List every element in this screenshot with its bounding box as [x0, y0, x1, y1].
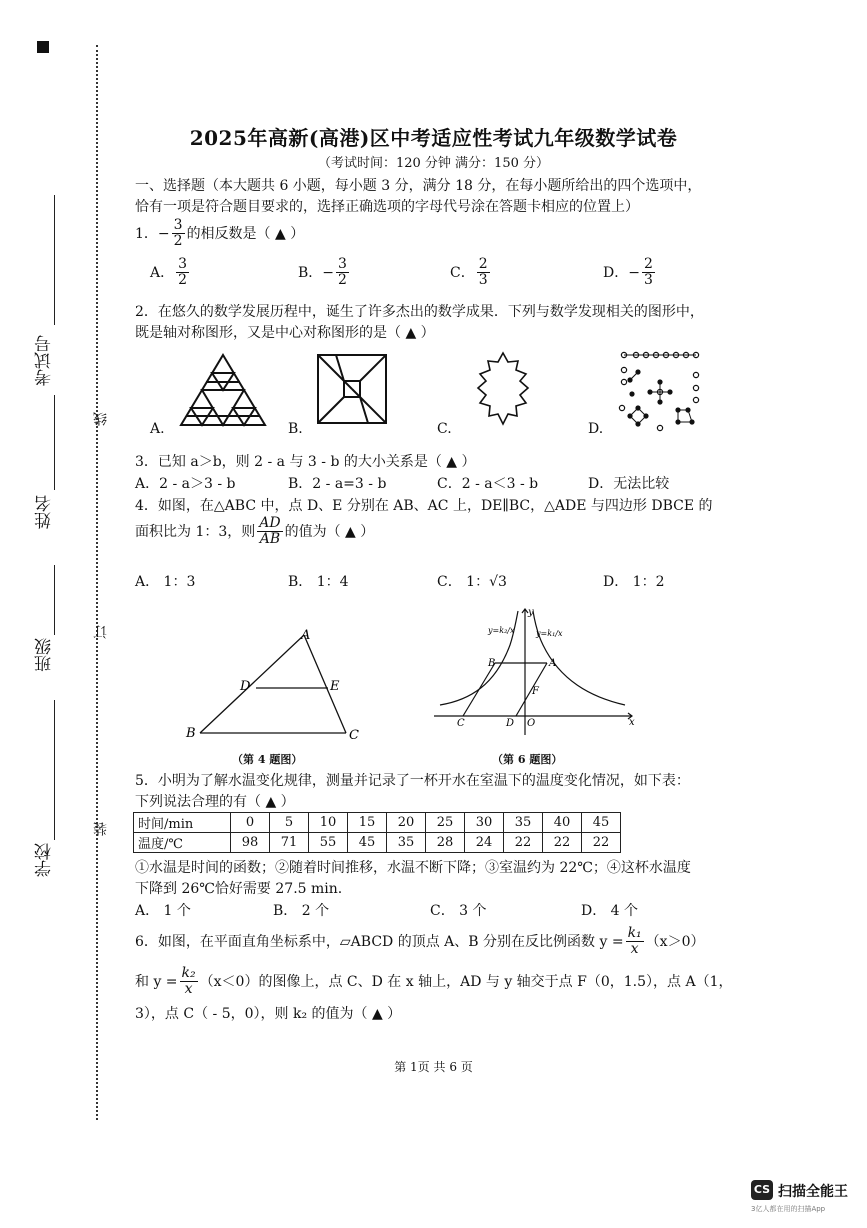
q6-line1-post: （x＞0） [645, 933, 705, 950]
q4-frac-num: AD [259, 515, 281, 531]
q6-k2-num: k₂ [181, 965, 196, 981]
q2-option-a[interactable]: A. [150, 421, 165, 437]
q1-stem [135, 218, 304, 250]
q1-option-d[interactable]: D．− $\frac{2}{3}$ [603, 256, 653, 289]
table-cell: 40 [543, 813, 582, 833]
section1-line1: 一、选择题（本大题共 6 小题，每小题 3 分，满分 18 分，在每小题所给出的四个选项中， [135, 178, 702, 194]
q4-line1: 4．如图，在△ABC 中，点 D、E 分别在 AB、AC 上，DE∥BC，△ADE 与四边形 DBCE 的 [135, 498, 713, 514]
fig6-right-function: y=k₁/x [536, 629, 563, 638]
exam-no-label: 考试号 [35, 335, 55, 386]
class-line [54, 565, 55, 635]
table-cell: 45 [348, 833, 387, 853]
q4-fraction [257, 516, 282, 548]
q4-line2-pre: 面积比为 1：3，则 [135, 523, 256, 540]
fig4-label-c: C [349, 728, 359, 743]
figure-4-triangle [180, 625, 370, 745]
table-cell: 30 [465, 813, 504, 833]
q4-line2 [135, 516, 374, 548]
q6-k1-fraction [626, 926, 644, 958]
table-cell: 98 [231, 833, 270, 853]
table-cell: 22 [582, 833, 621, 853]
fig6-label-d: D [506, 718, 515, 729]
binding-dotted-line [96, 45, 98, 1120]
school-line [54, 700, 55, 840]
table-row-time [134, 813, 621, 833]
table-cell: 20 [387, 813, 426, 833]
binding-char-order: 订 [93, 625, 109, 639]
q2-figure-d-dots [616, 350, 704, 432]
table-cell: 22 [543, 833, 582, 853]
q1-option-b[interactable]: B．− $\frac{3}{2}$ [298, 256, 347, 289]
q4-option-c[interactable]: C． 1：√3 [437, 574, 507, 590]
q5-option-b[interactable]: B． 2 个 [273, 903, 330, 919]
fig4-label-d: D [240, 679, 251, 694]
fig6-caption: （第 6 题图） [492, 753, 563, 766]
fig6-label-o: O [527, 718, 536, 729]
fig6-label-a: A [549, 658, 557, 669]
class-label: 班级 [35, 638, 55, 672]
q6-k1-num: k₁ [627, 925, 642, 941]
q5-line2: 下列说法合理的有（ ▲ ） [135, 794, 295, 810]
q6-line2-post: （x＜0）的图像上，点 C、D 在 x 轴上，AD 与 y 轴交于点 F（0，1.5），点 A（1， [199, 973, 733, 990]
q5-option-c[interactable]: C． 3 个 [430, 903, 487, 919]
q2-figure-b-square [316, 353, 388, 425]
q3-option-c[interactable]: C．2 - a＜3 - b [437, 476, 539, 492]
q6-k2-den: x [184, 981, 193, 998]
table-cell: 35 [504, 813, 543, 833]
table-cell: 28 [426, 833, 465, 853]
q6-line3: 3），点 C（ - 5，0），则 k₂ 的值为（ ▲ ） [135, 1006, 402, 1022]
table-cell: 15 [348, 813, 387, 833]
q1-option-c[interactable]: C． $\frac{2}{3}$ [450, 256, 488, 289]
q5-option-d[interactable]: D． 4 个 [581, 903, 639, 919]
table-cell: 5 [270, 813, 309, 833]
q5-line1: 5．小明为了解水温变化规律，测量并记录了一杯开水在室温下的温度变化情况，如下表： [135, 773, 690, 789]
q1-fraction [172, 218, 185, 250]
table-cell: 22 [504, 833, 543, 853]
q5-data-table [133, 812, 621, 853]
name-label: 姓名 [35, 495, 55, 529]
q3-option-b[interactable]: B．2 - a=3 - b [288, 476, 387, 492]
fig6-axis-y: y [528, 607, 534, 618]
q1-num: 3 [173, 217, 183, 233]
q4-option-b[interactable]: B． 1：4 [288, 574, 349, 590]
table-cell: 35 [387, 833, 426, 853]
table-cell: 25 [426, 813, 465, 833]
q4-option-d[interactable]: D． 1：2 [603, 574, 665, 590]
table-cell: 45 [582, 813, 621, 833]
fig4-caption: （第 4 题图） [232, 753, 303, 766]
binding-char-line: 线 [93, 412, 109, 426]
q2-figure-c-snowflake [462, 350, 544, 430]
exam-no-line [54, 195, 55, 325]
table-cell: 24 [465, 833, 504, 853]
q5-note2: 下降到 26℃恰好需要 27.5 min. [135, 881, 343, 897]
name-line [54, 395, 55, 490]
q5-option-a[interactable]: A． 1 个 [135, 903, 191, 919]
q6-line2 [135, 966, 733, 998]
table-cell: 0 [231, 813, 270, 833]
camscanner-logo-icon: CS [751, 1180, 773, 1200]
exam-subtitle: （考试时间：120 分钟 满分：150 分） [317, 156, 550, 171]
q4-line2-post: 的值为（ ▲ ） [284, 523, 375, 540]
q1-den: 2 [173, 233, 183, 250]
q1-option-a[interactable]: A． $\frac{3}{2}$ [150, 256, 188, 289]
fig4-label-a: A [301, 628, 311, 643]
q2-line2: 既是轴对称图形，又是中心对称图形的是（ ▲ ） [135, 325, 435, 341]
figure-6-coordinate [430, 605, 640, 740]
q4-frac-den: AB [259, 531, 281, 548]
school-label: 学校 [35, 843, 55, 877]
q5-note1: ①水温是时间的函数；②随着时间推移，水温不断下降；③室温约为 22℃；④这杯水温度 [135, 860, 691, 876]
table-row-temp [134, 833, 621, 853]
q6-line2-pre: 和 y = [135, 973, 178, 990]
q2-option-b[interactable]: B. [288, 421, 303, 437]
table-cell: 10 [309, 813, 348, 833]
q3-stem: 3．已知 a＞b，则 2 - a 与 3 - b 的大小关系是（ ▲ ） [135, 454, 476, 470]
q1-suffix: 的相反数是（ ▲ ） [186, 225, 305, 242]
fig4-label-e: E [330, 679, 340, 694]
q3-option-a[interactable]: A．2 - a＞3 - b [135, 476, 236, 492]
q3-option-d[interactable]: D．无法比较 [588, 476, 670, 492]
q6-k2-fraction [180, 966, 198, 998]
q2-option-d[interactable]: D. [588, 421, 604, 437]
q4-option-a[interactable]: A． 1：3 [135, 574, 196, 590]
fig6-left-function: y=k₂/x [488, 626, 515, 635]
page-footer: 第 1页 共 6 页 [394, 1060, 473, 1074]
q2-option-c[interactable]: C. [437, 421, 452, 437]
watermark-name: 扫描全能王 [778, 1184, 848, 1200]
fig6-label-c: C [457, 718, 465, 729]
q1-prefix: 1．− [135, 225, 170, 242]
q2-figure-a-sierpinski [178, 352, 268, 428]
fig4-label-b: B [186, 726, 196, 741]
watermark-subtitle: 3亿人都在用的扫描App [751, 1205, 826, 1213]
table-header-time: 时间/min [134, 813, 231, 833]
table-cell: 55 [309, 833, 348, 853]
corner-mark [37, 41, 49, 53]
q6-line1 [135, 926, 704, 958]
fig6-label-b: B [488, 658, 496, 669]
q6-k1-den: x [630, 941, 639, 958]
fig6-axis-x: x [629, 717, 635, 728]
q6-line1-pre: 6．如图，在平面直角坐标系中，▱ABCD 的顶点 A、B 分别在反比例函数 y = [135, 933, 624, 950]
table-cell: 71 [270, 833, 309, 853]
exam-title: 2025年高新(高港)区中考适应性考试九年级数学试卷 [189, 126, 678, 150]
binding-char-pack: 装 [93, 822, 109, 836]
q2-line1: 2．在悠久的数学发展历程中，诞生了许多杰出的数学成果．下列与数学发现相关的图形中， [135, 304, 704, 320]
table-header-temp: 温度/℃ [134, 833, 231, 853]
section1-line2: 恰有一项是符合题目要求的，选择正确选项的字母代号涂在答题卡相应的位置上） [135, 199, 639, 215]
fig6-label-f: F [532, 686, 539, 697]
